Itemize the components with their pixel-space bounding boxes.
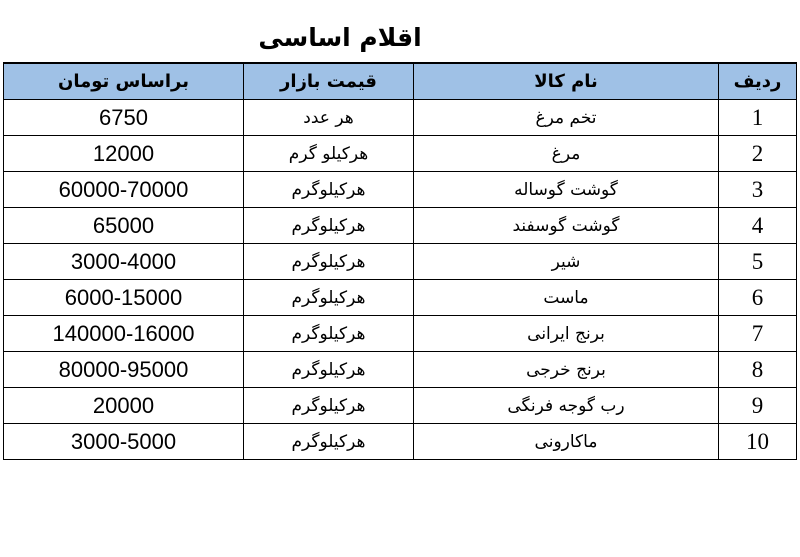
unit-cell: هرکیلوگرم [244,388,414,424]
table-row [4,172,797,208]
name-cell: شیر [414,244,719,280]
price-table [3,62,797,460]
row-number-cell: 5 [719,244,797,280]
row-number-cell: 3 [719,172,797,208]
price-cell: 6750 [4,100,244,136]
name-cell: گوشت گوسفند [414,208,719,244]
table-row [4,208,797,244]
name-cell: رب گوجه فرنگی [414,388,719,424]
table-header [4,63,797,100]
header-name: نام کالا [414,63,719,100]
price-cell: 6000-15000 [4,280,244,316]
table-row [4,388,797,424]
name-cell: ماست [414,280,719,316]
row-number-cell: 7 [719,316,797,352]
row-number-cell: 2 [719,136,797,172]
row-number-cell: 1 [719,100,797,136]
price-cell: 20000 [4,388,244,424]
unit-cell: هرکیلوگرم [244,316,414,352]
price-cell: 65000 [4,208,244,244]
name-cell: ماکارونی [414,424,719,460]
unit-cell: هرکیلوگرم [244,280,414,316]
name-cell: تخم مرغ [414,100,719,136]
row-number-cell: 9 [719,388,797,424]
name-cell: گوشت گوساله [414,172,719,208]
price-cell: 80000-95000 [4,352,244,388]
row-number-cell: 8 [719,352,797,388]
table-row [4,280,797,316]
header-row [4,63,797,100]
header-price: براساس تومان [4,63,244,100]
table-row [4,244,797,280]
unit-cell: هرکیلوگرم [244,208,414,244]
unit-cell: هرکیلوگرم [244,172,414,208]
row-number-cell: 6 [719,280,797,316]
table-row [4,424,797,460]
price-cell: 3000-5000 [4,424,244,460]
page-title: اقلام اساسی [258,23,422,52]
unit-cell: هرکیلوگرم [244,244,414,280]
price-cell: 60000-70000 [4,172,244,208]
name-cell: برنج ایرانی [414,316,719,352]
header-unit: قیمت بازار [244,63,414,100]
table-body [4,100,797,460]
name-cell: مرغ [414,136,719,172]
price-cell: 140000-16000 [4,316,244,352]
row-number-cell: 4 [719,208,797,244]
unit-cell: هرکیلوگرم [244,424,414,460]
table-row [4,136,797,172]
unit-cell: هرکیلو گرم [244,136,414,172]
table-row [4,352,797,388]
unit-cell: هر عدد [244,100,414,136]
unit-cell: هرکیلوگرم [244,352,414,388]
name-cell: برنج خرجی [414,352,719,388]
price-cell: 3000-4000 [4,244,244,280]
table-row [4,100,797,136]
table-row [4,316,797,352]
header-row-number: ردیف [719,63,797,100]
row-number-cell: 10 [719,424,797,460]
price-cell: 12000 [4,136,244,172]
